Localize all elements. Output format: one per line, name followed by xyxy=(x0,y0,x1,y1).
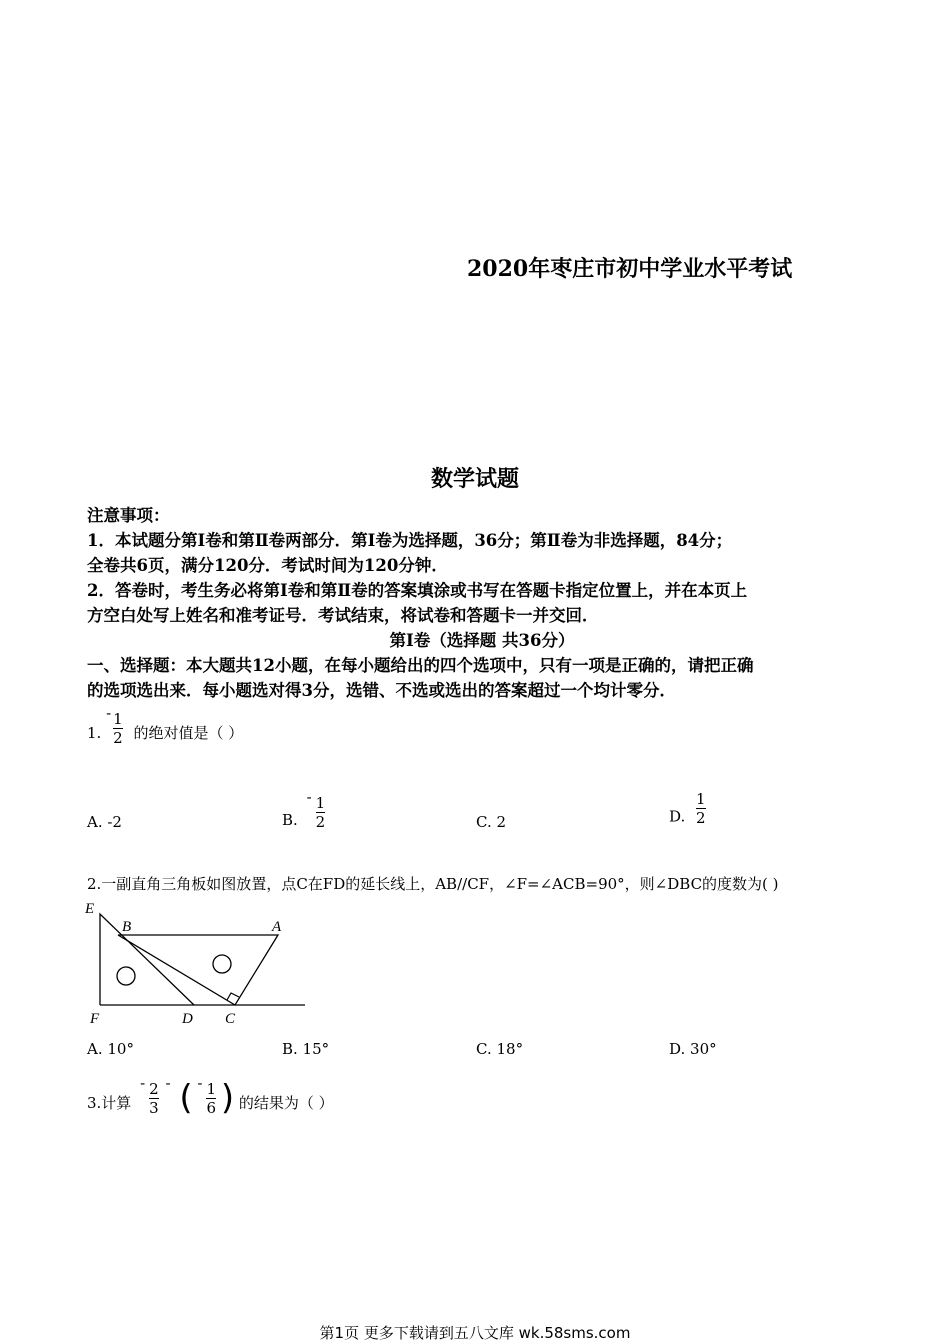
subject-title: 数学试题 xyxy=(430,466,519,492)
q3-denominator2: 6 xyxy=(206,1098,217,1117)
notes-item2-line1: 2．答卷时，考生务必将第Ⅰ卷和第Ⅱ卷的答案填涂或书写在答题卡指定位置上，并在本页上 xyxy=(87,581,748,600)
figure-label-e: E xyxy=(85,901,95,917)
q1-option-d-fraction xyxy=(696,790,706,827)
question-2-text: 2.一副直角三角板如图放置，点C在FD的延长线上，AB//CF，∠F=∠ACB=90°，则∠DBC的度数为( ) xyxy=(87,875,779,893)
notes-item1-line2: 全卷共6页，满分120分．考试时间为120分钟． xyxy=(87,556,448,575)
q2-figure xyxy=(82,897,312,1029)
q3-numerator2: 1 xyxy=(206,1079,217,1098)
question-1 xyxy=(87,704,243,747)
q3-numerator1: 2 xyxy=(149,1079,159,1098)
q3-left-paren: ( xyxy=(179,1078,193,1118)
q1-numerator: 1 xyxy=(113,709,123,728)
q1-option-d-label: D. xyxy=(669,807,686,826)
q2-option-c: C. 18° xyxy=(476,1040,524,1058)
figure-triangle-bac xyxy=(118,935,278,1005)
q3-inner-sign: - xyxy=(197,1074,203,1092)
q3-minus: - xyxy=(165,1074,171,1092)
q1-option-b-sign: - xyxy=(306,788,312,806)
notes-block xyxy=(87,503,877,703)
q1-option-b-label: B. xyxy=(282,811,298,829)
figure-label-c: C xyxy=(225,1011,236,1027)
figure-triangle-efd xyxy=(100,914,194,1005)
q1-option-d-numerator: 1 xyxy=(696,790,706,808)
figure-right-angle-mark xyxy=(227,993,239,1000)
q1-denominator: 2 xyxy=(113,728,123,747)
q2-option-a: A. 10° xyxy=(87,1040,134,1058)
figure-label-a: A xyxy=(272,919,282,935)
q1-option-a: A. -2 xyxy=(87,813,122,831)
q2-option-d: D. 30° xyxy=(669,1040,717,1058)
q3-fraction1 xyxy=(149,1080,159,1117)
figure-label-b: B xyxy=(122,919,132,935)
instructions-line1: 一、选择题：本大题共12小题，在每小题给出的四个选项中，只有一项是正确的，请把正确 xyxy=(87,656,754,675)
figure-hole-right xyxy=(213,955,231,973)
q1-fraction xyxy=(113,710,123,747)
q1-option-d xyxy=(669,790,706,827)
q3-sign1: - xyxy=(140,1074,146,1092)
q1-sign: - xyxy=(106,704,112,722)
section-title: 第Ⅰ卷（选择题 共36分） xyxy=(389,631,575,650)
q3-prefix: 3.计算 xyxy=(87,1094,132,1112)
q1-text: 的绝对值是（ ） xyxy=(133,724,244,742)
q2-option-b: B. 15° xyxy=(282,1040,330,1058)
instructions-line2: 的选项选出来．每小题选对得3分，选错、不选或选出的答案超过一个均计零分． xyxy=(87,681,676,700)
q1-option-b xyxy=(282,788,325,831)
q3-denominator1: 3 xyxy=(149,1098,159,1117)
figure-hole-left xyxy=(117,967,135,985)
figure-label-f: F xyxy=(90,1011,100,1027)
page-footer: 第1页 更多下载请到五八文库 wk.58sms.com xyxy=(319,1324,631,1342)
q1-option-b-fraction xyxy=(316,794,326,831)
q1-option-d-denominator: 2 xyxy=(696,809,706,827)
question-3 xyxy=(87,1074,334,1117)
notes-item1-line1: 1．本试题分第Ⅰ卷和第Ⅱ卷两部分．第Ⅰ卷为选择题，36分；第Ⅱ卷为非选择题，84分； xyxy=(87,531,733,550)
figure-label-d: D xyxy=(182,1011,193,1027)
notes-heading: 注意事项： xyxy=(87,506,170,525)
exam-title: 2020年枣庄市初中学业水平考试 xyxy=(467,256,793,282)
notes-item2-line2: 方空白处写上姓名和准考证号．考试结束，将试卷和答题卡一并交回． xyxy=(87,606,599,625)
q3-fraction2 xyxy=(206,1080,216,1117)
q1-number: 1. xyxy=(87,724,102,742)
q1-option-c: C. 2 xyxy=(476,813,507,831)
q3-right-paren: ) xyxy=(220,1078,235,1118)
q1-option-b-numerator: 1 xyxy=(315,793,326,812)
q1-option-b-denominator: 2 xyxy=(315,812,326,831)
q3-text: 的结果为（ ） xyxy=(238,1094,334,1112)
